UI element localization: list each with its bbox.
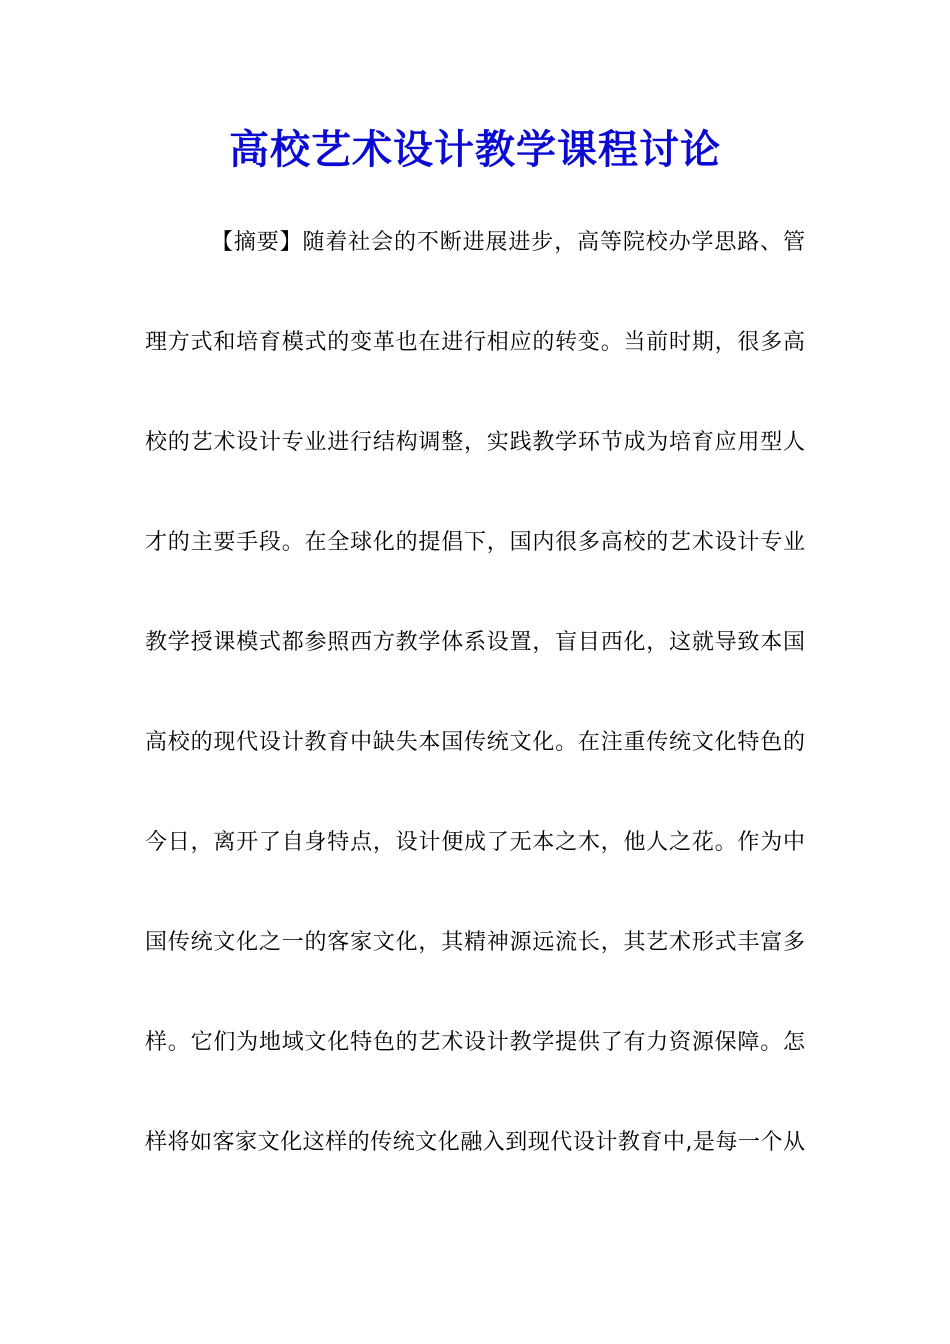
- abstract-line-1: 【摘要】随着社会的不断进展进步，高等院校办学思路、管: [211, 230, 805, 255]
- abstract-paragraph: [145, 215, 805, 1215]
- abstract-line-8: 国传统文化之一的客家文化，其精神源远流长，其艺术形式丰富多: [145, 930, 805, 955]
- abstract-line-10: 样将如客家文化这样的传统文化融入到现代设计教育中,是每一个从: [145, 1130, 805, 1155]
- abstract-line-5: 教学授课模式都参照西方教学体系设置，盲目西化，这就导致本国: [145, 630, 805, 655]
- abstract-line-4: 才的主要手段。在全球化的提倡下，国内很多高校的艺术设计专业: [145, 530, 805, 555]
- abstract-line-3: 校的艺术设计专业进行结构调整，实践教学环节成为培育应用型人: [145, 430, 805, 455]
- abstract-line-2: 理方式和培育模式的变革也在进行相应的转变。当前时期，很多高: [145, 330, 805, 355]
- abstract-line-6: 高校的现代设计教育中缺失本国传统文化。在注重传统文化特色的: [145, 730, 805, 755]
- abstract-line-9: 样。它们为地域文化特色的艺术设计教学提供了有力资源保障。怎: [145, 1030, 805, 1055]
- document-title: 高校艺术设计教学课程讨论: [229, 126, 721, 173]
- abstract-line-7: 今日，离开了自身特点，设计便成了无本之木，他人之花。作为中: [145, 830, 805, 855]
